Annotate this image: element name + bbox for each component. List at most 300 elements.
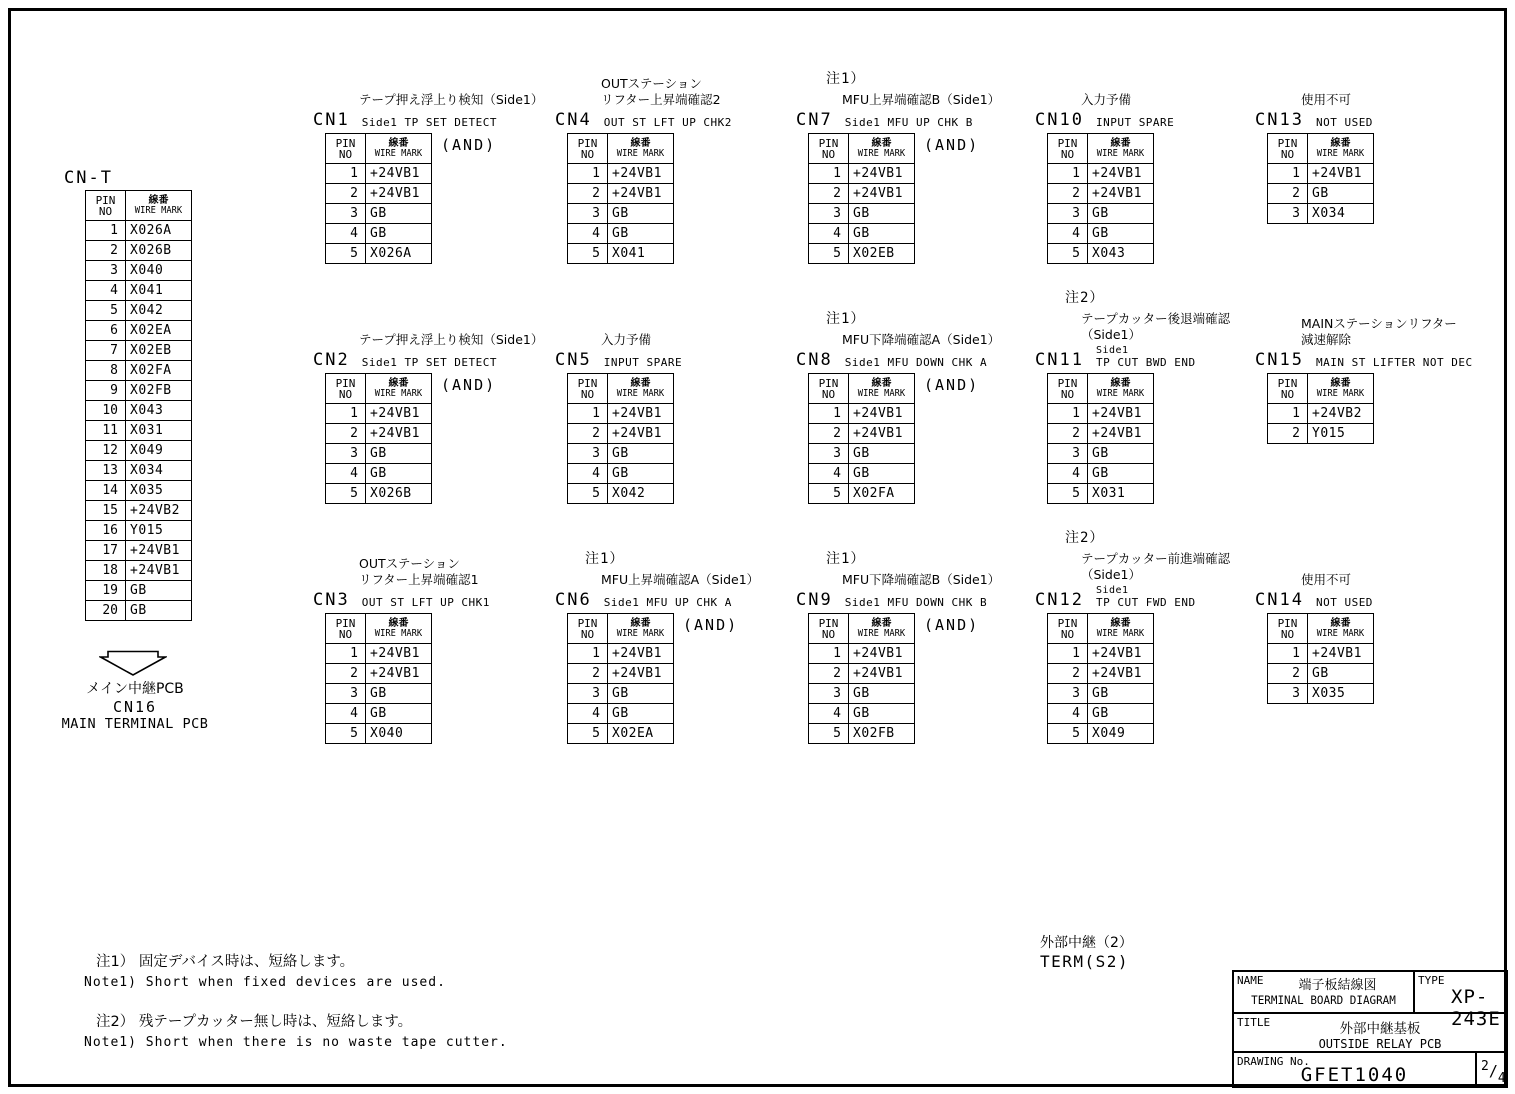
wire-mark-cell: X02FA [849, 484, 915, 504]
table-row [1048, 224, 1154, 244]
wire-mark-header-ja: 線番 [871, 137, 892, 149]
connector-title-ja: テープカッター後退端確認 [1081, 311, 1231, 326]
pin-number-cell: 1 [326, 164, 366, 184]
connector-subtitle [604, 357, 682, 369]
pin-number-cell: 3 [809, 204, 849, 224]
wire-mark-cell: GB [126, 601, 192, 621]
wire-mark-cell: GB [608, 464, 674, 484]
wire-mark-cell: GB [849, 704, 915, 724]
table-row [809, 164, 915, 184]
connector-title-ja: MFU上昇端確認B（Side1） [842, 92, 1001, 107]
table-row [568, 724, 674, 744]
wire-mark-header-en: WIRE MARK [1096, 387, 1145, 399]
connector-id: CN2 [313, 350, 350, 370]
table-row [1268, 664, 1374, 684]
table-row [1048, 664, 1154, 684]
wire-mark-cell: GB [608, 224, 674, 244]
pin-number-cell: 1 [568, 404, 608, 424]
pin-no-header-line2: NO [1060, 627, 1075, 641]
connector-title-ja: テープカッター前進端確認 [1081, 551, 1231, 566]
name-ja: 端子板結線図 [1298, 978, 1377, 993]
wire-mark-header-en: WIRE MARK [1316, 627, 1365, 639]
pin-number-cell: 1 [809, 404, 849, 424]
title-en: OUTSIDE RELAY PCB [1318, 1037, 1442, 1051]
table-row [809, 184, 915, 204]
table-row [568, 464, 674, 484]
and-gate-label: (AND) [924, 136, 980, 154]
table-row [86, 301, 192, 321]
table-row [809, 204, 915, 224]
connector-id: CN6 [555, 590, 592, 610]
term-en: TERM(S2) [1040, 952, 1130, 971]
pin-number-cell: 1 [809, 644, 849, 664]
pin-number-cell: 1 [809, 164, 849, 184]
table-row [809, 444, 915, 464]
connector-block-cn10 [1035, 92, 1175, 264]
connector-subtitle [1316, 117, 1373, 129]
connector-header [555, 548, 807, 613]
connector-id: CN14 [1255, 590, 1304, 610]
table-row [568, 224, 674, 244]
connector-block-cn15 [1255, 316, 1473, 444]
wire-mark-header-ja: 線番 [1110, 617, 1131, 629]
connector-block-cn2 [313, 332, 544, 504]
wire-mark-header-ja: 線番 [1110, 377, 1131, 389]
wire-mark-cell: Y015 [126, 521, 192, 541]
wire-mark-cell: X049 [1088, 724, 1154, 744]
wire-mark-cell: X043 [126, 401, 192, 421]
pin-number-cell: 1 [1048, 404, 1088, 424]
table-row [1048, 204, 1154, 224]
wire-mark-header-ja: 線番 [871, 377, 892, 389]
wire-mark-cell: +24VB1 [1308, 644, 1374, 664]
wire-mark-header-ja: 線番 [1110, 137, 1131, 149]
note-ref-label: 注2） [1065, 530, 1105, 546]
pin-number-cell: 19 [86, 581, 126, 601]
pin-no-header [326, 374, 366, 404]
and-gate-label: (AND) [924, 616, 980, 634]
connector-id-line [1255, 590, 1507, 610]
wire-mark-cell: GB [608, 704, 674, 724]
wire-mark-cell: X034 [126, 461, 192, 481]
pin-no-header [1048, 134, 1088, 164]
pin-number-cell: 4 [568, 224, 608, 244]
pin-number-cell: 1 [1048, 644, 1088, 664]
wire-mark-cell: GB [608, 684, 674, 704]
table-row [568, 684, 674, 704]
wire-mark-cell: GB [849, 444, 915, 464]
table-row [326, 424, 432, 444]
pin-number-cell: 2 [568, 424, 608, 444]
connector-subtitle-line: Side1 MFU UP CHK B [844, 116, 973, 129]
pin-no-header-line2: NO [1060, 387, 1075, 401]
wire-mark-header-ja: 線番 [1330, 617, 1351, 629]
pin-number-cell: 3 [1268, 204, 1308, 224]
name-cell [1234, 972, 1415, 1012]
connector-header [1035, 92, 1287, 133]
connector-id: CN9 [796, 590, 833, 610]
wire-mark-header [608, 614, 674, 644]
pin-table [1047, 373, 1154, 504]
table-row [1048, 164, 1154, 184]
table-row [86, 261, 192, 281]
connector-subtitle-line: Side1 MFU DOWN CHK A [844, 356, 988, 369]
connector-block-cn6 [555, 551, 760, 744]
note-ref-label: 注1） [826, 311, 866, 327]
pin-number-cell: 6 [86, 321, 126, 341]
table-row [326, 404, 432, 424]
table-row [86, 281, 192, 301]
wire-mark-header-ja: 線番 [630, 137, 651, 149]
title-ja: 外部中継基板 [1339, 1021, 1421, 1037]
type-cell [1415, 972, 1506, 1030]
table-row [326, 644, 432, 664]
connector-title-ja: OUTステーション [601, 76, 702, 91]
connector-subtitle-line: INPUT SPARE [1095, 116, 1175, 129]
table-row [326, 224, 432, 244]
pin-no-header-line2: NO [580, 147, 595, 161]
note-1-ja: 注1） 固定デバイス時は、短絡します。 [96, 954, 355, 970]
connector-subtitle [1096, 585, 1196, 609]
wire-mark-cell: +24VB1 [366, 664, 432, 684]
term-ja: 外部中継（2） [1040, 935, 1133, 951]
pin-number-cell: 10 [86, 401, 126, 421]
pin-number-cell: 2 [568, 664, 608, 684]
wire-mark-header-en: WIRE MARK [857, 147, 906, 159]
pin-no-header [1048, 614, 1088, 644]
pin-number-cell: 14 [86, 481, 126, 501]
pin-table-header-row [86, 191, 192, 221]
connector-subtitle-line: Side1 TP SET DETECT [361, 116, 498, 129]
pin-no-header-line2: NO [98, 204, 113, 218]
pin-table-header-row [809, 614, 915, 644]
wire-mark-cell: X026B [366, 484, 432, 504]
connector-block-cn11 [1035, 290, 1231, 504]
wire-mark-cell: X02EA [126, 321, 192, 341]
pin-table [1267, 133, 1374, 224]
connector-subtitle [1096, 117, 1174, 129]
pin-table [808, 373, 915, 504]
name-label: NAME [1237, 974, 1264, 987]
pin-no-header-line2: NO [821, 147, 836, 161]
pin-table-header-row [809, 134, 915, 164]
pin-table [1267, 613, 1374, 704]
wire-mark-header [366, 374, 432, 404]
wire-mark-cell: GB [1088, 204, 1154, 224]
wire-mark-cell: GB [1088, 224, 1154, 244]
term-label [1040, 932, 1133, 971]
pin-table [567, 373, 674, 504]
pin-no-header-line1: PIN [818, 376, 839, 390]
wire-mark-cell: +24VB1 [849, 404, 915, 424]
drawing-no-label: DRAWING No. [1237, 1055, 1310, 1068]
pin-table-header-row [1048, 134, 1154, 164]
note-2 [84, 1010, 508, 1050]
pin-no-header-line1: PIN [1277, 616, 1298, 630]
pin-no-header-line1: PIN [335, 616, 356, 630]
connector-subtitle [604, 117, 732, 129]
pin-table [808, 133, 915, 264]
table-row [568, 424, 674, 444]
pin-number-cell: 4 [1048, 464, 1088, 484]
pin-no-header [809, 614, 849, 644]
pin-table [1267, 373, 1374, 444]
table-row [1268, 404, 1374, 424]
wire-mark-header [366, 134, 432, 164]
pin-number-cell: 5 [326, 484, 366, 504]
wire-mark-header-en: WIRE MARK [374, 387, 423, 399]
connector-header [1255, 316, 1507, 373]
wire-mark-cell: X042 [126, 301, 192, 321]
pin-table [808, 613, 915, 744]
pin-number-cell: 1 [326, 644, 366, 664]
table-row [568, 184, 674, 204]
table-row [809, 404, 915, 424]
wire-mark-header-en: WIRE MARK [616, 387, 665, 399]
pin-table-header-row [568, 134, 674, 164]
wire-mark-header-ja: 線番 [388, 617, 409, 629]
connector-id-line [1255, 110, 1507, 130]
table-row [86, 361, 192, 381]
connector-id-line [555, 110, 807, 130]
pin-number-cell: 3 [1048, 684, 1088, 704]
wire-mark-cell: X02FB [126, 381, 192, 401]
cn-t-table [85, 190, 192, 621]
pin-number-cell: 4 [809, 224, 849, 244]
connector-block-cn9 [796, 551, 1001, 744]
wire-mark-cell: GB [608, 444, 674, 464]
down-arrow-icon [99, 650, 167, 677]
pin-number-cell: 5 [326, 244, 366, 264]
pin-number-cell: 11 [86, 421, 126, 441]
table-row [326, 704, 432, 724]
wire-mark-cell: GB [366, 444, 432, 464]
connector-title-ja: リフター上昇端確認1 [359, 572, 479, 587]
wire-mark-cell: X040 [126, 261, 192, 281]
wire-mark-header-ja: 線番 [1330, 137, 1351, 149]
pin-number-cell: 2 [326, 184, 366, 204]
connector-id-line [1255, 350, 1507, 370]
connector-subtitle [1316, 357, 1473, 369]
table-row [809, 464, 915, 484]
pin-table-header-row [326, 614, 432, 644]
connector-id-line [796, 350, 1048, 370]
connector-id: CN11 [1035, 350, 1084, 370]
wire-mark-cell: X026B [126, 241, 192, 261]
connector-subtitle [845, 117, 973, 129]
wire-mark-cell: GB [1088, 444, 1154, 464]
pin-number-cell: 4 [568, 464, 608, 484]
main-pcb-en: MAIN TERMINAL PCB [61, 716, 209, 732]
wire-mark-cell: +24VB1 [366, 644, 432, 664]
pin-no-header-line1: PIN [335, 376, 356, 390]
table-row [568, 484, 674, 504]
pin-number-cell: 3 [326, 204, 366, 224]
pin-table-header-row [1268, 374, 1374, 404]
wire-mark-cell: +24VB1 [849, 424, 915, 444]
pin-no-header [1268, 134, 1308, 164]
pin-number-cell: 8 [86, 361, 126, 381]
connector-block-cn4 [555, 76, 732, 264]
table-row [809, 724, 915, 744]
and-gate-label: (AND) [441, 136, 497, 154]
pin-number-cell: 5 [1048, 244, 1088, 264]
drawing-no-cell [1234, 1053, 1477, 1086]
wire-mark-cell: +24VB1 [608, 664, 674, 684]
pin-no-header-line2: NO [1280, 387, 1295, 401]
wire-mark-cell: +24VB1 [608, 164, 674, 184]
table-row [326, 484, 432, 504]
wire-mark-header-en: WIRE MARK [1096, 627, 1145, 639]
connector-title-ja: リフター上昇端確認2 [601, 92, 721, 107]
wire-mark-header-en: WIRE MARK [1316, 387, 1365, 399]
pin-no-header-line1: PIN [1057, 376, 1078, 390]
connector-subtitle [1316, 597, 1373, 609]
type-value: XP-243E [1451, 986, 1501, 1030]
wire-mark-header-en: WIRE MARK [1316, 147, 1365, 159]
table-row [568, 164, 674, 184]
pin-number-cell: 1 [1268, 644, 1308, 664]
wire-mark-header-en: WIRE MARK [857, 387, 906, 399]
page-number-cell [1477, 1053, 1506, 1086]
pin-number-cell: 4 [809, 704, 849, 724]
wire-mark-cell: X02FB [849, 724, 915, 744]
connector-header [313, 92, 565, 133]
main-terminal-pcb-label [40, 678, 230, 732]
connector-subtitle [362, 357, 497, 369]
connector-title-ja: MFU下降端確認A（Side1） [842, 332, 1001, 347]
wire-mark-header-en: WIRE MARK [374, 627, 423, 639]
wire-mark-header-ja: 線番 [388, 137, 409, 149]
table-row [1268, 684, 1374, 704]
table-row [326, 664, 432, 684]
table-row [1048, 644, 1154, 664]
connector-title-ja: （Side1） [1081, 327, 1141, 342]
pin-number-cell: 12 [86, 441, 126, 461]
pin-no-header-line2: NO [580, 387, 595, 401]
connector-title-ja: テープ押え浮上り検知（Side1） [359, 332, 544, 347]
wire-mark-cell: X02EB [849, 244, 915, 264]
pin-number-cell: 5 [809, 724, 849, 744]
wire-mark-cell: GB [849, 464, 915, 484]
pin-table [1047, 613, 1154, 744]
connector-subtitle-line: INPUT SPARE [603, 356, 683, 369]
connector-subtitle-line: NOT USED [1315, 596, 1373, 609]
wire-mark-cell: +24VB1 [126, 541, 192, 561]
pin-no-header-line2: NO [338, 387, 353, 401]
pin-number-cell: 2 [1048, 664, 1088, 684]
connector-block-cn13 [1255, 92, 1374, 224]
wire-mark-cell: X042 [608, 484, 674, 504]
page-number: $^2/_4$ [1481, 1059, 1506, 1086]
pin-number-cell: 2 [1268, 424, 1308, 444]
table-row [86, 421, 192, 441]
pin-number-cell: 3 [326, 684, 366, 704]
pin-table-header-row [1268, 614, 1374, 644]
connector-title-ja: MAINステーションリフター [1301, 316, 1457, 331]
table-row [1048, 484, 1154, 504]
pin-number-cell: 2 [1048, 424, 1088, 444]
pin-number-cell: 5 [809, 484, 849, 504]
title-cell [1234, 1014, 1506, 1053]
table-row [326, 244, 432, 264]
title-label: TITLE [1237, 1016, 1271, 1029]
table-row [1048, 424, 1154, 444]
wire-mark-header [608, 374, 674, 404]
pin-number-cell: 4 [1048, 224, 1088, 244]
pin-number-cell: 3 [568, 204, 608, 224]
pin-number-cell: 5 [568, 484, 608, 504]
pin-number-cell: 13 [86, 461, 126, 481]
wire-mark-cell: X040 [366, 724, 432, 744]
wire-mark-header-ja: 線番 [871, 617, 892, 629]
cn-t-label: CN-T [64, 168, 113, 188]
connector-header [796, 68, 1048, 133]
wire-mark-cell: +24VB1 [849, 664, 915, 684]
connector-id-line [1035, 585, 1287, 610]
table-row [326, 204, 432, 224]
table-row [86, 521, 192, 541]
table-row [1048, 404, 1154, 424]
wire-mark-header [849, 614, 915, 644]
pin-table-header-row [1048, 374, 1154, 404]
pin-number-cell: 4 [809, 464, 849, 484]
connector-block-cn7 [796, 71, 1001, 264]
connector-subtitle-line: OUT ST LFT UP CHK1 [361, 596, 490, 609]
wire-mark-header-en: WIRE MARK [616, 147, 665, 159]
pin-number-cell: 2 [326, 664, 366, 684]
pin-no-header [1048, 374, 1088, 404]
table-row [809, 244, 915, 264]
connector-subtitle [362, 117, 497, 129]
wire-mark-header-ja: 線番 [388, 377, 409, 389]
table-row [568, 644, 674, 664]
connector-id: CN13 [1255, 110, 1304, 130]
wire-mark-cell: GB [366, 704, 432, 724]
wire-mark-cell: +24VB1 [366, 424, 432, 444]
pin-no-header [809, 134, 849, 164]
wire-mark-header [849, 374, 915, 404]
note-2-ja: 注2） 残テープカッター無し時は、短絡します。 [96, 1014, 413, 1030]
table-row [86, 601, 192, 621]
pin-no-header [568, 134, 608, 164]
pin-table-header-row [568, 374, 674, 404]
pin-table-header-row [568, 614, 674, 644]
pin-no-header-line2: NO [1280, 147, 1295, 161]
main-pcb-cn16: CN16 [112, 698, 158, 716]
pin-number-cell: 15 [86, 501, 126, 521]
connector-id-line [313, 350, 565, 370]
table-row [809, 644, 915, 664]
wire-mark-cell: X035 [1308, 684, 1374, 704]
connector-header [796, 548, 1048, 613]
connector-id: CN15 [1255, 350, 1304, 370]
pin-no-header [1268, 614, 1308, 644]
pin-number-cell: 3 [326, 444, 366, 464]
note-1-en: Note1) Short when fixed devices are used. [84, 975, 446, 990]
wire-mark-cell: +24VB2 [126, 501, 192, 521]
table-row [1048, 464, 1154, 484]
connector-title-ja: 使用不可 [1301, 92, 1352, 107]
wire-mark-cell: X049 [126, 441, 192, 461]
wire-mark-header-en: WIRE MARK [1096, 147, 1145, 159]
pin-number-cell: 1 [568, 164, 608, 184]
note-ref-label: 注1） [585, 551, 625, 567]
connector-subtitle [362, 597, 490, 609]
table-row [326, 184, 432, 204]
pin-number-cell: 1 [326, 404, 366, 424]
pin-table [85, 190, 192, 621]
